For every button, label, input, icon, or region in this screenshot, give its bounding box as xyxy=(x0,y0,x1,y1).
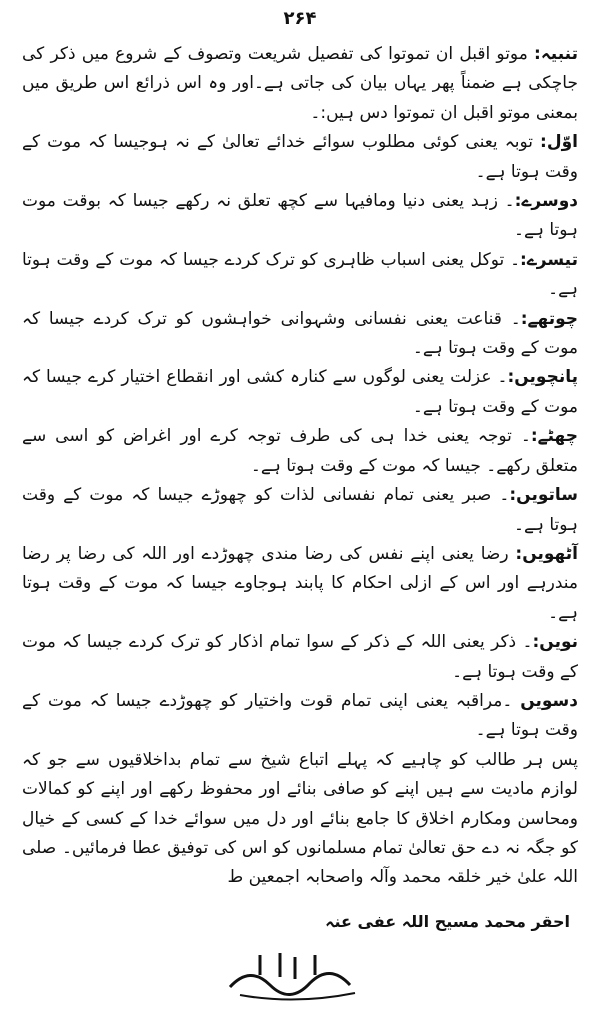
paragraph-text: پس ہر طالب کو چاہیے کہ پہلے اتباع شیخ سے تمام بداخلاقیوں سے جو کہ لوازم مادیت سے ہیں اپنے کو صافی بنائے اور محفوظ رکھے اور اپنے کو کمالات ومحاسن ومکارم اخلاق کا جامع بنائے اور دل میں سوائے خدا کے کسی کے خیال کو جگہ نہ دے حق تعالیٰ تمام مسلمانوں کو اس کی توفیق عطا فرمائیں۔ صلی اللہ علیٰ خیر خلقہ محمد وآلہ واصحابہ اجمعین ط xyxy=(22,749,578,888)
paragraph xyxy=(22,422,578,481)
paragraph xyxy=(22,246,578,305)
page-number: ۲۶۴ xyxy=(283,8,317,29)
paragraph-text: موتو اقبل ان تموتوا کی تفصیل شریعت وتصوف کے شروع میں ذکر کی جاچکی ہے ضمناً پھر یہاں بیان کی جاتی ہے۔اور وہ اس ذرائع اس طریق میں بمعنی موتو اقبل ان تموتوا دس ہیں:۔ xyxy=(22,44,578,123)
paragraph xyxy=(22,746,578,893)
paragraph xyxy=(22,363,578,422)
paragraph-label: آٹھویں: xyxy=(515,543,578,564)
paragraph-label: دسویں xyxy=(520,690,578,711)
paragraph xyxy=(22,305,578,364)
paragraph-text: ۔ قناعت یعنی نفسانی وشہوانی خواہشوں کو ترک کردے جیسا کہ موت کے وقت ہوتا ہے۔ xyxy=(22,308,578,359)
paragraph-text: ۔ عزلت یعنی لوگوں سے کنارہ کشی اور انقطاع اختیار کرے جیسا کہ موت کے وقت ہوتا ہے۔ xyxy=(22,367,578,417)
paragraph xyxy=(22,128,578,187)
paragraph-label: تیسرے: xyxy=(520,249,578,270)
paragraph-label: چوتھے: xyxy=(520,308,578,329)
paragraph-text: ۔مراقبہ یعنی اپنی تمام قوت واختیار کو چھوڑدے جیسا کہ موت کے وقت ہوتا ہے۔ xyxy=(22,690,578,741)
paragraph-label: ساتویں: xyxy=(509,485,578,506)
paragraph-label: تنبیہ: xyxy=(534,44,578,64)
paragraph-text: ۔ توکل یعنی اسباب ظاہری کو ترک کردے جیسا کہ موت کے وقت ہوتا ہے۔ xyxy=(22,249,578,300)
document-body xyxy=(22,40,578,893)
paragraph-text: توبہ یعنی کوئی مطلوب سوائے خدائے تعالیٰ کے نہ ہوجیسا کہ موت کے وقت ہوتا ہے۔ xyxy=(22,132,578,182)
paragraph-label: چھٹے: xyxy=(530,426,578,447)
paragraph-text: ۔ زہد یعنی دنیا ومافیہا سے کچھ تعلق نہ رکھے جیسا کہ بوقت موت ہوتا ہے۔ xyxy=(22,191,578,241)
paragraph xyxy=(22,481,578,540)
paragraph xyxy=(22,687,578,746)
paragraph-label: نویں: xyxy=(532,632,578,653)
paragraph-label: پانچویں: xyxy=(507,367,578,388)
paragraph-label: دوسرے: xyxy=(514,191,578,212)
paragraph xyxy=(22,40,578,128)
paragraph-text: ۔ صبر یعنی تمام نفسانی لذات کو چھوڑے جیسا کہ موت کے وقت ہوتا ہے۔ xyxy=(22,485,578,535)
paragraph xyxy=(22,187,578,246)
author-signature: احقر محمد مسیح اللہ عفی عنہ xyxy=(325,912,570,931)
paragraph xyxy=(22,628,578,687)
paragraph-label: اوّل: xyxy=(540,132,578,153)
paragraph-text: ۔ توجہ یعنی خدا ہی کی طرف توجہ کرے اور اغراض کو اسی سے متعلق رکھے۔ جیسا کہ موت کے وقت ہوتا ہے۔ xyxy=(22,426,578,476)
paragraph-text: ۔ ذکر یعنی اللہ کے ذکر کے سوا تمام اذکار کو ترک کردے جیسا کہ موت کے وقت ہوتا ہے۔ xyxy=(22,632,578,682)
paragraph-text: رضا یعنی اپنے نفس کی رضا مندی چھوڑدے اور اللہ کی رضا پر رضا مندرہے اور اس کے ازلی احکام کا پابند ہوجاوے جیسا کہ موت کے وقت ہوتا ہے۔ xyxy=(22,543,578,623)
paragraph xyxy=(22,540,578,628)
calligraphy-seal-icon xyxy=(220,945,370,1005)
